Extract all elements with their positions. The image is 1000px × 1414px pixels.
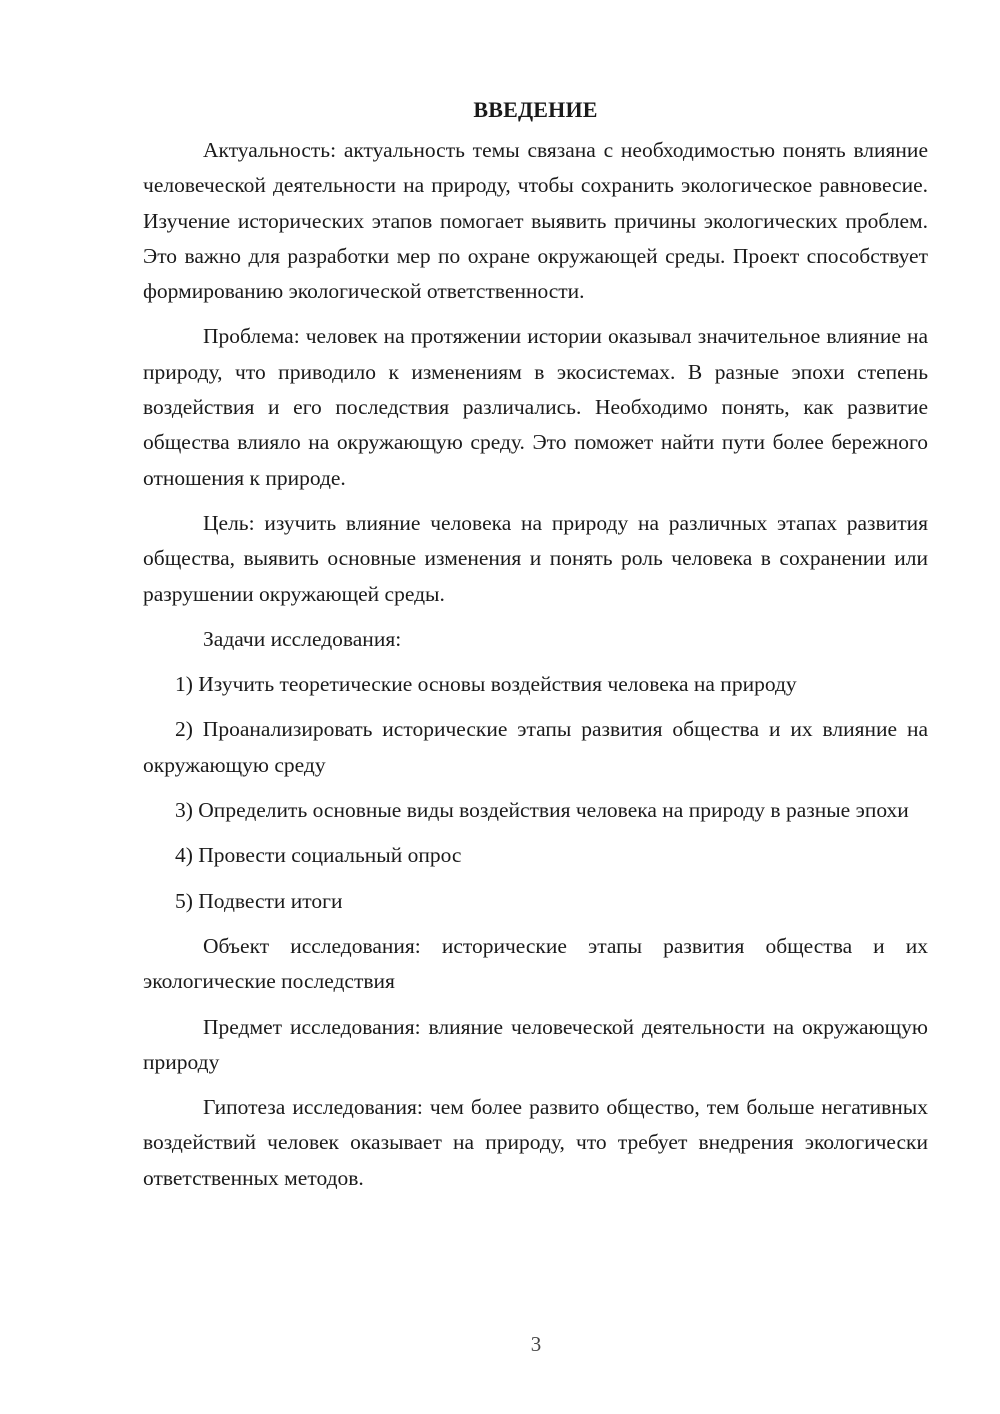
subject-paragraph: Предмет исследования: влияние человеческой деятельности на окружающую природу: [143, 1014, 928, 1074]
task-item: 2) Проанализировать исторические этапы развития общества и их влияние на окружающую среду: [143, 717, 928, 777]
hypothesis-paragraph: Гипотеза исследования: чем более развито общество, тем больше негативных воздействий человек оказывает на природу, что требует внедрения экологически ответственных методов.: [143, 1095, 928, 1190]
task-item: 4) Провести социальный опрос: [175, 843, 462, 868]
relevance-paragraph: Актуальность: актуальность темы связана с необходимостью понять влияние человеческой деятельности на природу, чтобы сохранить экологическое равновесие. Изучение исторических этапов помогает выявить причины экологических проблем. Это важно для разработки мер по охране окружающей среды. Проект способствует формированию экологической ответственности.: [143, 138, 928, 304]
task-item: 3) Определить основные виды воздействия человека на природу в разные эпохи: [175, 798, 909, 823]
problem-paragraph: Проблема: человек на протяжении истории оказывал значительное влияние на природу, что приводило к изменениям в экосистемах. В разные эпохи степень воздействия и его последствия различались. Необходимо понять, как развитие общества влияло на окружающую среду. Это поможет найти пути более бережного отношения к природе.: [143, 324, 928, 490]
object-paragraph: Объект исследования: исторические этапы развития общества и их экологические последствия: [143, 933, 928, 994]
task-item: 5) Подвести итоги: [175, 888, 343, 913]
tasks-title: Задачи исследования:: [203, 626, 402, 651]
section-heading: ВВЕДЕНИЕ: [473, 97, 598, 122]
page-number: 3: [530, 1332, 542, 1356]
task-item: 1) Изучить теоретические основы воздействия человека на природу: [175, 672, 797, 697]
goal-paragraph: Цель: изучить влияние человека на природу на различных этапах развития общества, выявить основные изменения и понять роль человека в сохранении или разрушении окружающей среды.: [143, 510, 928, 606]
document-page: [143, 92, 928, 1206]
